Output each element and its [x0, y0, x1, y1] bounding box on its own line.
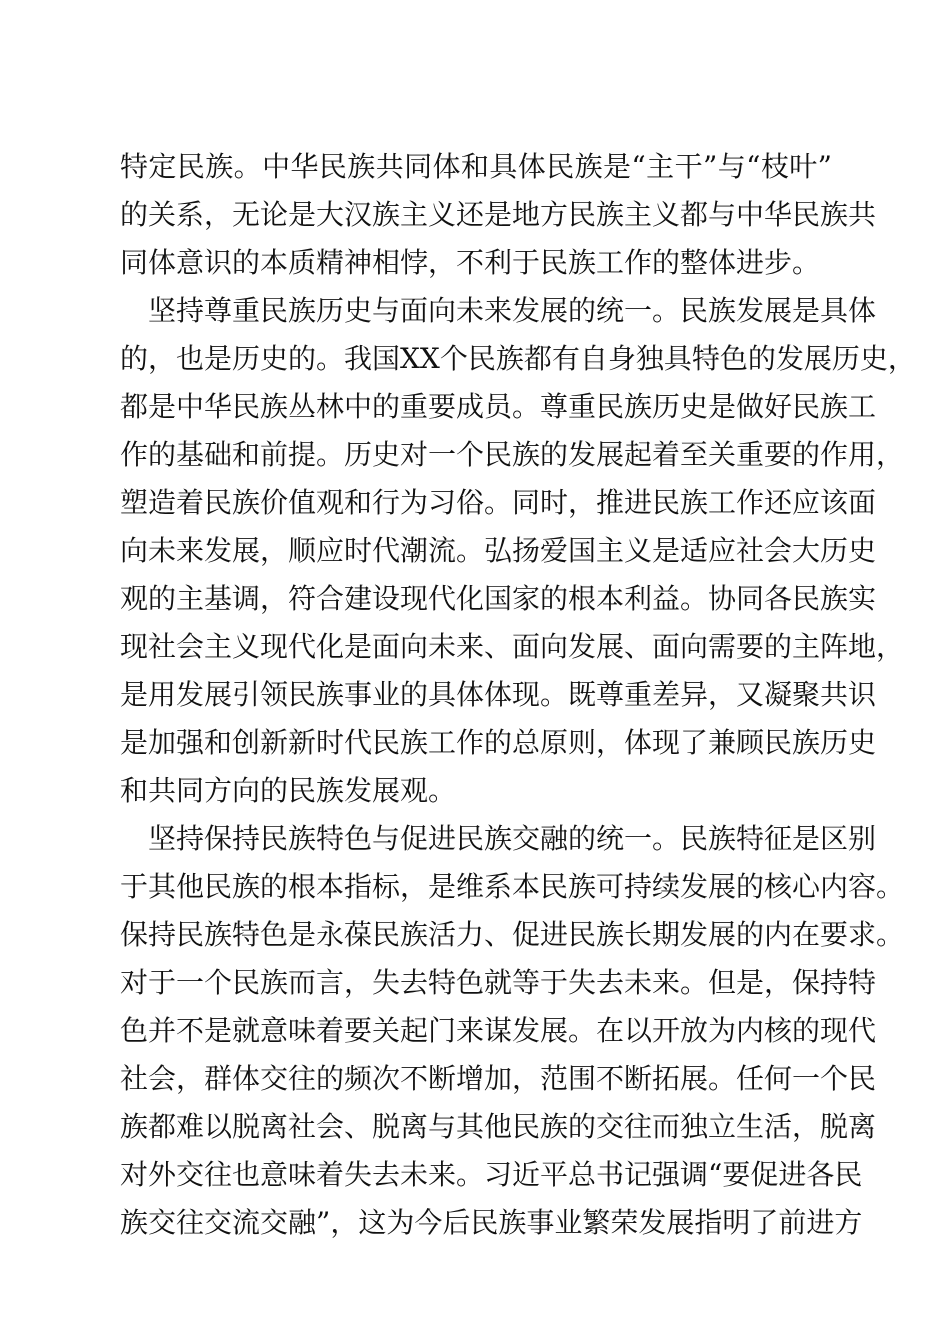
paragraph-2-line-6: 向未来发展，顺应时代潮流。弘扬爱国主义是适应社会大历史 [120, 534, 877, 567]
paragraph-3-line-9: 族交往交流交融”，这为今后民族事业繁荣发展指明了前进方 [120, 1206, 863, 1239]
paragraph-1-line-2: 的关系，无论是大汉族主义还是地方民族主义都与中华民族共 [120, 198, 877, 231]
paragraph-2-line-4: 作的基础和前提。历史对一个民族的发展起着至关重要的作用， [120, 438, 905, 471]
paragraph-2-line-3: 都是中华民族丛林中的重要成员。尊重民族历史是做好民族工 [120, 390, 877, 423]
paragraph-3-line-4: 对于一个民族而言，失去特色就等于失去未来。但是，保持特 [120, 966, 877, 999]
paragraph-3-line-5: 色并不是就意味着要关起门来谋发展。在以开放为内核的现代 [120, 1014, 877, 1047]
paragraph-2-line-8: 现社会主义现代化是面向未来、面向发展、面向需要的主阵地， [120, 630, 905, 663]
paragraph-2-line-11: 和共同方向的民族发展观。 [120, 774, 457, 807]
paragraph-1-line-3: 同体意识的本质精神相悖，不利于民族工作的整体进步。 [120, 246, 821, 279]
paragraph-2-line-1: 坚持尊重民族历史与面向未来发展的统一。民族发展是具体 [148, 294, 877, 327]
paragraph-2-line-7: 观的主基调，符合建设现代化国家的根本利益。协同各民族实 [120, 582, 877, 615]
paragraph-3-line-1: 坚持保持民族特色与促进民族交融的统一。民族特征是区别 [148, 822, 877, 855]
paragraph-3-line-7: 族都难以脱离社会、脱离与其他民族的交往而独立生活，脱离 [120, 1110, 877, 1143]
paragraph-2-line-5: 塑造着民族价值观和行为习俗。同时，推进民族工作还应该面 [120, 486, 877, 519]
paragraph-2-line-2: 的，也是历史的。我国XX个民族都有自身独具特色的发展历史， [120, 342, 916, 375]
document-body [120, 143, 916, 1247]
paragraph-3-line-2: 于其他民族的根本指标，是维系本民族可持续发展的核心内容。 [120, 870, 905, 903]
paragraph-2-line-10: 是加强和创新新时代民族工作的总原则，体现了兼顾民族历史 [120, 726, 877, 759]
paragraph-3-line-3: 保持民族特色是永葆民族活力、促进民族长期发展的内在要求。 [120, 918, 905, 951]
paragraph-1-line-1: 特定民族。中华民族共同体和具体民族是“主干”与“枝叶” [120, 150, 832, 183]
paragraph-2-line-9: 是用发展引领民族事业的具体体现。既尊重差异，又凝聚共识 [120, 678, 877, 711]
paragraph-3-line-8: 对外交往也意味着失去未来。习近平总书记强调“要促进各民 [120, 1158, 863, 1191]
paragraph-3-line-6: 社会，群体交往的频次不断增加，范围不断拓展。任何一个民 [120, 1062, 877, 1095]
